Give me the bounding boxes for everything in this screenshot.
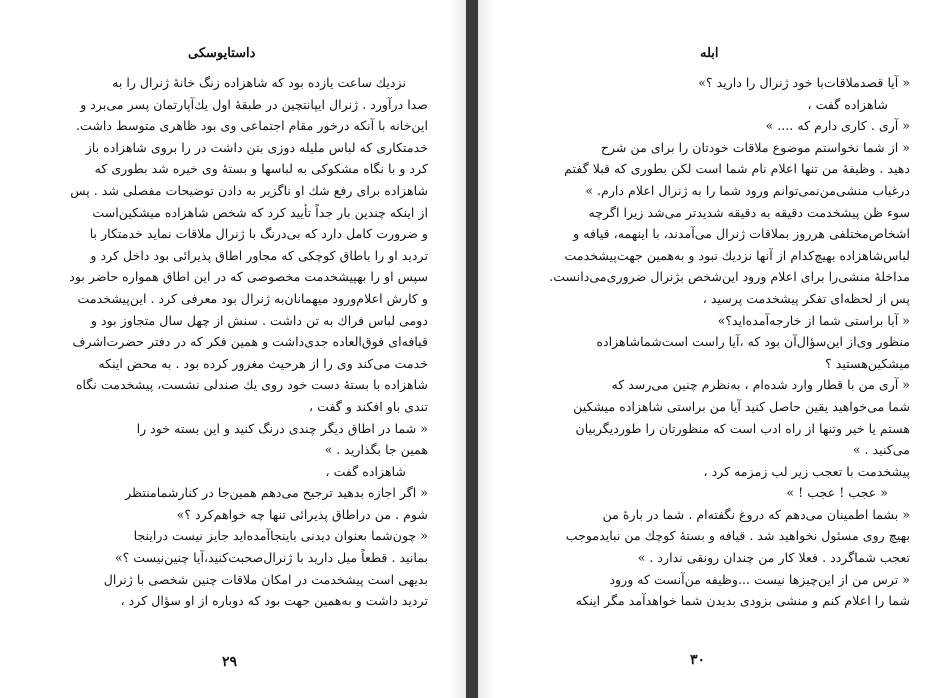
text-line: میشکین‌هستید ؟ xyxy=(825,355,910,371)
text-line: همین جا بگذارید . » xyxy=(324,442,428,458)
running-header-left: داستایوسکی xyxy=(188,46,256,61)
text-line: دومی لباس فراك به تن داشت . سنش از چهل سال متجاوز بود و xyxy=(90,312,428,328)
text-line: هستم یا خیر وتنها از راه ادب است که منظورتان را طوردیگربیان xyxy=(575,420,910,436)
text-line: می‌کنید . » xyxy=(852,442,910,458)
text-line: پس از لحظه‌ای تفکر پیشخدمت پرسید ، xyxy=(702,290,910,306)
text-line: شاهزاده گفت ، xyxy=(325,463,406,479)
text-line: « بشما اطمینان می‌دهم که دروغ نگفته‌ام . شما در بارهٔ من xyxy=(602,506,910,522)
text-line: قیافه‌ای فوق‌العاده جدی‌داشت و همین فکر که در دفتر حضرت‌اشرف xyxy=(72,334,428,350)
text-line: شما می‌خواهید یقین حاصل کنید آیا من براستی شاهزاده میشکین xyxy=(573,398,910,414)
text-line: بهیچ روی مسئول نخواهید شد . قیافه و بستهٔ کوچك من نبایدموجب xyxy=(565,528,910,544)
text-line: دهید . وظیفهٔ من تنها اعلام نام شما است لکن بطوری که قبلا گفتم xyxy=(564,161,910,177)
left-page-body xyxy=(32,72,428,612)
right-page-body xyxy=(526,72,910,612)
text-line: پیشخدمت با تعجب زیر لب زمزمه کرد ، xyxy=(703,463,910,479)
text-line: « شما در اطاق دیگر چندی درنگ کنید و این بسته خود را xyxy=(136,420,428,436)
book-spine xyxy=(466,0,478,698)
text-line: تردید او را باطاق کوچکی که مجاور اطاق پذیرائی بود داخل کرد و xyxy=(90,247,428,263)
text-line: خدمت می‌کند وی را از هرحیث مغرور کرده بود . به محض اینکه xyxy=(98,355,428,371)
text-line: « آیا براستی شما از خارجه‌آمده‌اید؟» xyxy=(717,312,910,328)
text-line: « اگر اجازه بدهید ترجیح می‌دهم همین‌جا در کنارشمامنتظر xyxy=(125,485,428,501)
text-line: از اینکه چندین بار جداً تأیید کرد که شخص شاهزاده میشکین‌است xyxy=(92,204,428,220)
text-line: اشخاص‌مختلفی هرروز بملاقات ژنرال می‌آمدند، با اینهمه، قیافه و xyxy=(573,226,910,242)
page-gutter-shadow-right xyxy=(478,0,496,698)
text-line: خدمتکاری که لباس ملیله دوزی بتن داشت در را بروی شاهزاده باز xyxy=(85,139,428,155)
text-line: این‌خانه با آنکه درخور مقام اجتماعی وی بود ظاهری متوسط داشت. xyxy=(75,118,428,134)
text-line: شاهزاده گفت ، xyxy=(807,96,888,112)
text-line: تعجب شماگردد . فعلا کار من چندان رونقی ندارد . » xyxy=(637,550,910,566)
page-gutter-shadow-left xyxy=(448,0,466,698)
text-line: بدیهی است پیشخدمت در امکان ملاقات چنین شخصی با ژنرال xyxy=(103,571,428,587)
text-line: « ترس من از این‌چیزها نیست ...وظیفه من‌آنست که ورود xyxy=(609,571,910,587)
text-line: « چون‌شما بعنوان دیدنی باینجاآمده‌اید جایز نیست دراینجا xyxy=(133,528,428,544)
running-header-right: ابله xyxy=(700,46,719,61)
text-line: درغیاب منشی‌من‌نمی‌توانم ورود شما را به ژنرال اعلام دارم. » xyxy=(585,182,910,198)
right-page xyxy=(478,0,940,698)
text-line: « عجب ! عجب ! » xyxy=(786,485,888,501)
text-line: صدا درآورد . ژنرال ایپانتچین در طبقهٔ اول یك‌آپارتمان پسر می‌برد و xyxy=(80,96,428,112)
text-line: تندی باو افکند و گفت ، xyxy=(309,398,428,414)
text-line: سپس او را بهپیشخدمت مخصوصی که در این اطاق همواره حاضر بود xyxy=(69,269,428,285)
text-line: و ضرورت کامل دارد که بی‌درنگ با ژنرال ملاقات نماید خدمتکار با xyxy=(89,226,428,242)
text-line: « از شما نخواستم موضوع ملاقات خودتان را برای من شرح xyxy=(600,139,910,155)
text-line: لباس‌شاهزاده بهیچ‌کدام از آنها نزدیك نبود و به‌همین جهت‌پیشخدمت xyxy=(564,247,910,263)
text-line: منظور وی‌از این‌سؤال‌آن بود که ،آیا راست است‌شما‌شاهزاده xyxy=(596,334,910,350)
left-page xyxy=(0,0,466,698)
text-line: نزدیك ساعت یازده بود كه شاهزاده زنگ خانهٔ ژنرال را به xyxy=(112,75,406,90)
text-line: تردید داشت و به‌همین جهت بود که دوباره از او سؤال کرد ، xyxy=(120,593,428,609)
text-line: شاهزاده با بستهٔ دست خود روی یك صندلی نشست، پیشخدمت نگاه xyxy=(75,377,428,393)
text-line: « آری من با قطار وارد شده‌ام ، به‌نظرم چنین می‌رسد که xyxy=(611,377,910,393)
page-number-left: ۲۹ xyxy=(222,654,238,670)
text-line: کرد و با نگاه مشکوکی به لباسها و بستهٔ وی خیره شد بطوری که xyxy=(94,161,428,177)
text-line: شما را اعلام کنم و منشی بزودی بدیدن شما خواهدآمد مگر اینکه xyxy=(575,593,910,609)
text-line: « آری . کاری دارم که .... » xyxy=(765,118,910,134)
page-number-right: ۳۰ xyxy=(690,652,706,668)
text-line: سوء ظن پیشخدمت دقیقه به دقیقه شدیدتر می‌شد زیرا اگرچه xyxy=(588,204,910,220)
text-line: و کارش اعلام‌ورود میهمانان‌به ژنرال بود معرفی کرد . این‌پیشخدمت xyxy=(77,290,428,306)
text-line: بمانید . قطعاً میل دارید با ژنرال‌صحبت‌کنید،آیا چنین‌نیست ؟» xyxy=(114,550,428,566)
text-line: شوم . من دراطاق پذیرائی تنها چه خواهم‌کرد ؟» xyxy=(176,506,428,522)
text-line: مداخلهٔ منشی‌را برای اعلام ورود این‌شخص بژنرال ضروری‌می‌دانست. xyxy=(549,269,910,285)
text-line: شاهزاده برای رفع شك او ناگزیر به دادن توضیحات مفصلی شد . پس xyxy=(70,182,428,198)
text-line: « آیا قصدملاقات‌با خود ژنرال را دارید ؟» xyxy=(698,75,910,90)
